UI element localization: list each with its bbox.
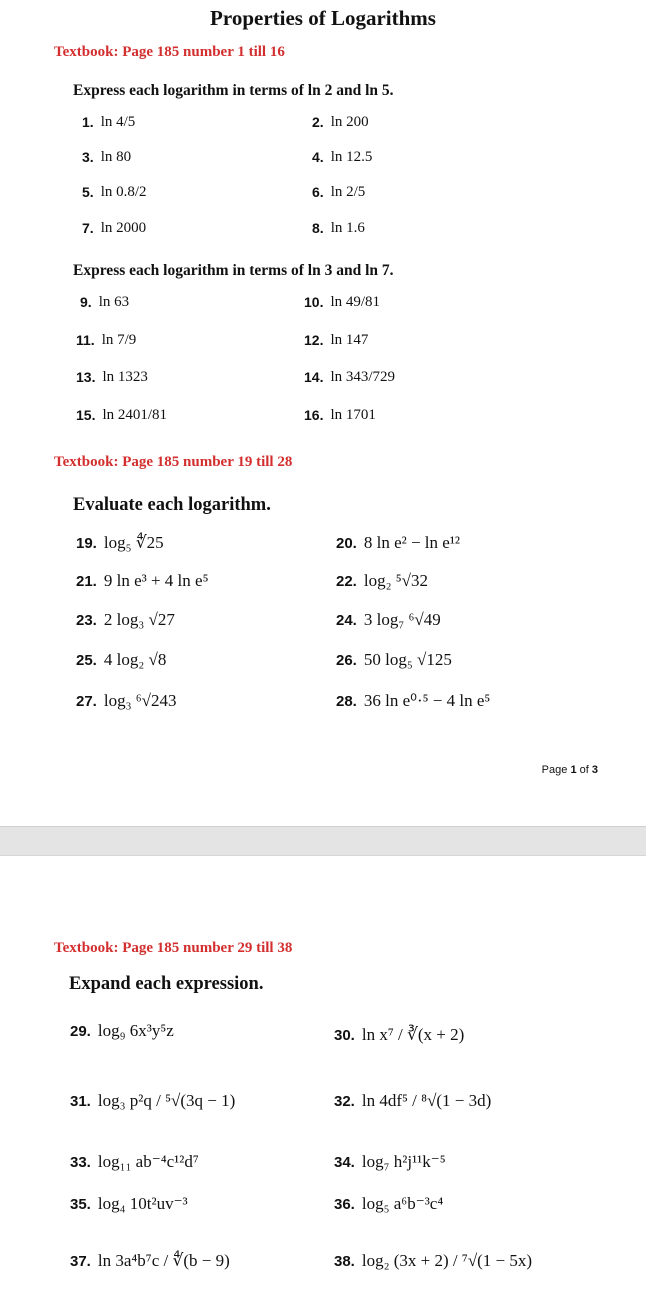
problem-number: 15.: [76, 407, 96, 423]
problem-number: 35.: [70, 1195, 91, 1213]
page-label: Page: [541, 764, 568, 776]
problem-number: 3.: [82, 149, 94, 165]
problem-expression: ln 49/81: [330, 293, 381, 310]
problem: [82, 107, 135, 137]
problem-number: 1.: [82, 114, 94, 130]
problem-expression: ln 2401/81: [102, 406, 168, 423]
problem: [304, 287, 380, 317]
problem-number: 34.: [334, 1153, 355, 1171]
problem-expression: ln 1.6: [330, 219, 365, 236]
total-pages: 3: [591, 764, 598, 776]
problem-expression: 4 log₂ √8: [103, 650, 167, 669]
problem-expression: ln 147: [330, 331, 369, 348]
problem-number: 36.: [334, 1195, 355, 1213]
problem: [336, 528, 460, 558]
problem-expression: log₄ 10t²uv⁻³: [97, 1194, 188, 1213]
problem: [334, 1020, 464, 1050]
problem: [82, 213, 146, 243]
problem-expression: log₂ (3x + 2) / ⁷√(1 − 5x): [361, 1251, 533, 1270]
current-page: 1: [570, 764, 577, 776]
problem-expression: ln 80: [100, 148, 132, 165]
problem-number: 21.: [76, 572, 97, 590]
problem-number: 9.: [80, 294, 92, 310]
problem-expression: log₅ ∜25: [103, 533, 164, 552]
instruction: Expand each expression.: [69, 974, 264, 994]
problem-number: 27.: [76, 692, 97, 710]
problem-expression: ln 63: [98, 293, 130, 310]
problem: [76, 325, 136, 355]
problem-number: 22.: [336, 572, 357, 590]
problem-expression: ln 200: [330, 113, 369, 130]
problem-number: 4.: [312, 149, 324, 165]
problem-number: 7.: [82, 220, 94, 236]
problem-number: 6.: [312, 184, 324, 200]
problem-expression: log₁₁ ab⁻⁴c¹²d⁷: [97, 1152, 199, 1171]
problem-expression: ln 2/5: [330, 183, 366, 200]
instruction: Evaluate each logarithm.: [73, 495, 271, 515]
problem: [76, 566, 209, 596]
problem-number: 13.: [76, 369, 96, 385]
problem: [82, 177, 147, 207]
problem-expression: log₇ h²j¹¹k⁻⁵: [361, 1152, 446, 1171]
problem-expression: log₅ a⁶b⁻³c⁴: [361, 1194, 444, 1213]
problem-expression: ln 12.5: [330, 148, 373, 165]
problem: [312, 142, 372, 172]
problem: [304, 325, 368, 355]
section-heading: Textbook: Page 185 number 29 till 38: [54, 940, 293, 956]
problem-number: 16.: [304, 407, 324, 423]
problem-number: 38.: [334, 1252, 355, 1270]
instruction: Express each logarithm in terms of ln 2 and ln 5.: [73, 82, 394, 99]
problem: [336, 686, 490, 716]
problem: [312, 107, 369, 137]
section-heading: Textbook: Page 185 number 1 till 16: [54, 44, 285, 60]
problem: [80, 287, 129, 317]
problem-expression: ln 1701: [330, 406, 376, 423]
problem-expression: 50 log₅ √125: [363, 650, 452, 669]
instruction: Express each logarithm in terms of ln 3 and ln 7.: [73, 262, 394, 279]
problem-expression: ln 0.8/2: [100, 183, 147, 200]
problem-number: 19.: [76, 534, 97, 552]
problem-number: 5.: [82, 184, 94, 200]
problem-expression: ln 4df⁵ / ⁸√(1 − 3d): [361, 1091, 492, 1110]
problem: [312, 177, 365, 207]
problem-expression: ln 4/5: [100, 113, 136, 130]
problem: [70, 1189, 188, 1219]
problem-number: 37.: [70, 1252, 91, 1270]
problem: [336, 566, 428, 596]
page-2: [0, 856, 646, 1302]
problem-expression: ln 343/729: [330, 368, 396, 385]
problem: [76, 400, 167, 430]
page-of: of: [579, 764, 589, 776]
problem-expression: 3 log₇ ⁶√49: [363, 610, 441, 629]
problem: [334, 1147, 446, 1177]
problem-expression: ln x⁷ / ∛(x + 2): [361, 1025, 465, 1044]
problem-number: 11.: [76, 332, 95, 348]
problem-number: 2.: [312, 114, 324, 130]
problem-number: 28.: [336, 692, 357, 710]
problem-number: 10.: [304, 294, 324, 310]
page-indicator: [542, 764, 598, 776]
problem-number: 24.: [336, 611, 357, 629]
problem: [76, 605, 175, 635]
problem-expression: 2 log₃ √27: [103, 610, 175, 629]
problem: [76, 645, 166, 675]
problem: [76, 686, 177, 716]
problem-number: 31.: [70, 1092, 91, 1110]
problem: [304, 400, 376, 430]
problem: [70, 1246, 230, 1276]
problem-expression: log₃ p²q / ⁵√(3q − 1): [97, 1091, 236, 1110]
problem: [336, 645, 452, 675]
problem-expression: log₉ 6x³y⁵z: [97, 1021, 174, 1040]
problem-expression: 9 ln e³ + 4 ln e⁵: [103, 571, 209, 590]
problem-number: 32.: [334, 1092, 355, 1110]
problem: [70, 1147, 199, 1177]
problem-expression: log₂ ⁵√32: [363, 571, 429, 590]
page-break: [0, 826, 646, 856]
problem-expression: log₃ ⁶√243: [103, 691, 177, 710]
problem: [334, 1189, 443, 1219]
problem: [70, 1016, 174, 1046]
problem: [76, 362, 148, 392]
document-title: Properties of Logarithms: [210, 6, 436, 30]
problem-number: 25.: [76, 651, 97, 669]
problem-expression: 36 ln e⁰·⁵ − 4 ln e⁵: [363, 691, 491, 710]
problem-number: 20.: [336, 534, 357, 552]
problem-expression: ln 2000: [100, 219, 147, 236]
problem-number: 14.: [304, 369, 324, 385]
problem-expression: ln 7/9: [101, 331, 137, 348]
problem: [76, 528, 164, 558]
problem-expression: ln 1323: [102, 368, 148, 385]
problem-number: 8.: [312, 220, 324, 236]
problem-expression: ln 3a⁴b⁷c / ∜(b − 9): [97, 1251, 230, 1270]
problem: [336, 605, 441, 635]
problem-number: 26.: [336, 651, 357, 669]
problem: [304, 362, 395, 392]
problem-number: 12.: [304, 332, 324, 348]
problem: [82, 142, 131, 172]
problem-number: 23.: [76, 611, 97, 629]
problem-number: 33.: [70, 1153, 91, 1171]
problem-expression: 8 ln e² − ln e¹²: [363, 533, 461, 552]
problem: [334, 1086, 491, 1116]
problem: [70, 1086, 235, 1116]
problem-number: 30.: [334, 1026, 355, 1044]
section-heading: Textbook: Page 185 number 19 till 28: [54, 454, 293, 470]
problem: [334, 1246, 532, 1276]
problem-number: 29.: [70, 1022, 91, 1040]
problem: [312, 213, 365, 243]
